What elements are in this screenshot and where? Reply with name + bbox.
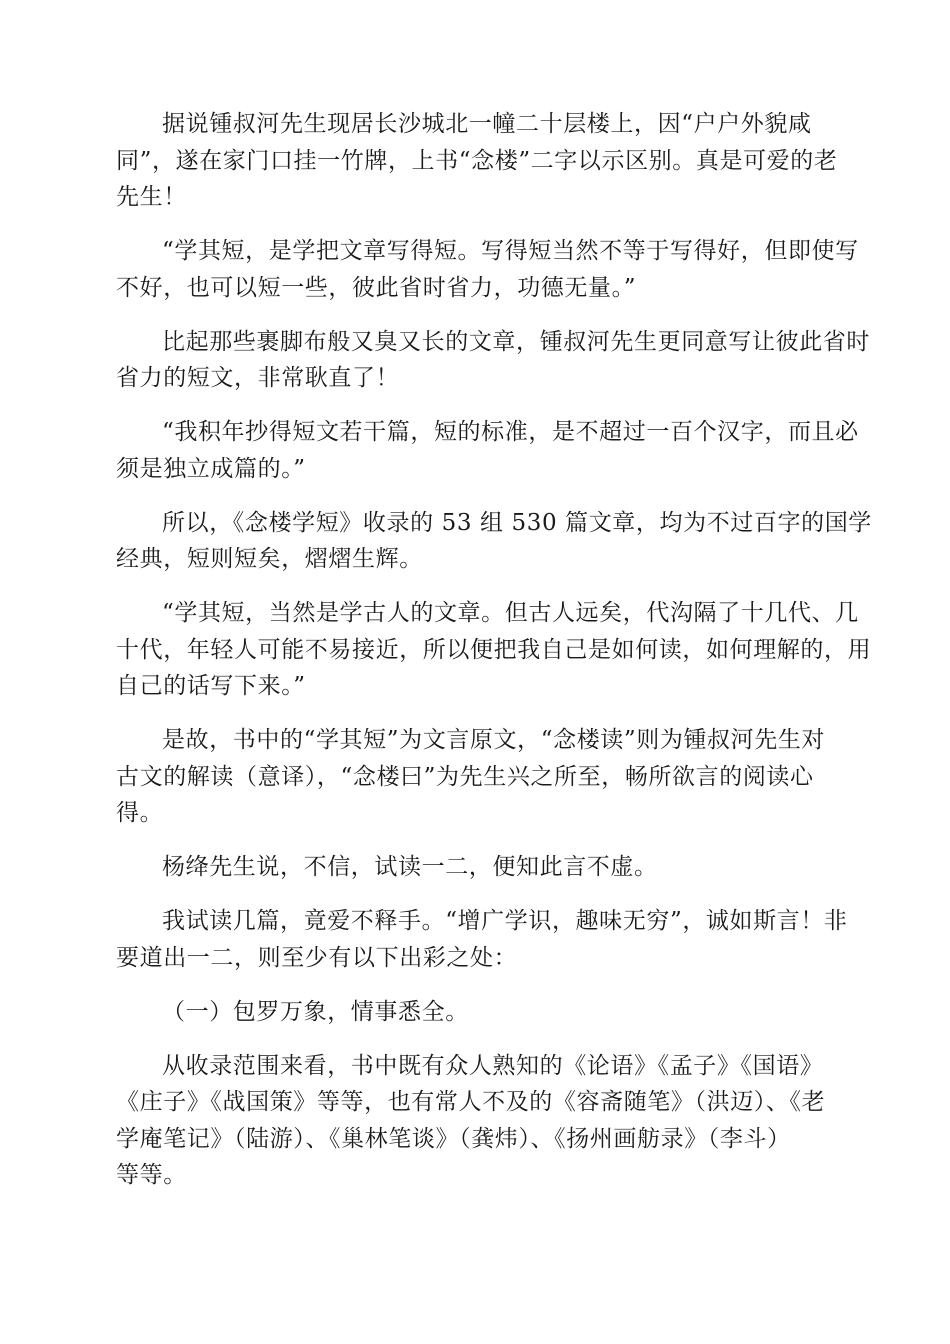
text-line: 从收录范围来看，书中既有众人熟知的《论语》《孟子》《国语》 [162,1052,824,1079]
paragraph [116,595,872,705]
text-line: 学庵笔记》（陆游）、《巢林笔谈》（龚炜）、《扬州画舫录》（李斗） [116,1125,791,1152]
text-line: 古文的解读（意译），“念楼曰”为先生兴之所至，畅所欲言的阅读心 [116,763,814,790]
text-line: 十代，年轻人可能不易接近，所以便把我自己是如何读，如何理解的，用 [116,636,872,663]
text-line: 等等。 [116,1162,187,1188]
paragraph [116,414,859,487]
text-line: 经典，短则短矣，熠熠生辉。 [116,546,423,572]
text-line: 我试读几篇，竟爱不释手。“增广学识，趣味无穷”，诚如斯言！非 [162,908,848,934]
text-line: 比起那些裹脚布般又臭又长的文章，锺叔河先生更同意写让彼此省时 [162,328,870,355]
paragraph [116,849,836,886]
text-line: 省力的短文，非常耿直了！ [116,365,400,391]
text-line: 据说锺叔河先生现居长沙城北一幢二十层楼上，因“户户外貌咸 [162,111,812,137]
paragraph [116,505,872,578]
text-line: 自己的话写下来。” [116,673,306,699]
text-line: 是故，书中的“学其短”为文言原文，“念楼读”则为锺叔河先生对 [162,727,826,753]
text-line: 杨绛先生说，不信，试读一二，便知此言不虚。 [162,854,658,880]
text-line: “学其短，是学把文章写得短。写得短当然不等于写得好，但即使写 [162,238,859,264]
paragraph [116,106,836,216]
text-line: 先生！ [116,184,187,210]
text-line: 须是独立成篇的。” [116,455,306,482]
text-line: （一）包罗万象，情事悉全。 [162,998,469,1025]
paragraph [116,1048,836,1194]
text-line: 所以，《念楼学短》收录的 53 组 530 篇文章，均为不过百字的国学 [162,509,872,536]
text-line: 得。 [116,800,164,826]
text-line: “我积年抄得短文若干篇，短的标准，是不超过一百个汉字，而且必 [162,419,859,445]
document-body [116,106,872,1211]
text-line: 不好，也可以短一些，彼此省时省力，功德无量。” [116,274,637,301]
paragraph [116,324,870,397]
text-line: 要道出一二，则至少有以下出彩之处： [116,944,518,971]
text-line: “学其短，当然是学古人的文章。但古人远矣，代沟隔了十几代、几 [162,600,859,626]
paragraph [116,722,836,832]
text-line: 《庄子》《战国策》等等，也有常人不及的《容斋随笔》（洪迈）、《老 [116,1089,826,1115]
paragraph [116,903,848,976]
paragraph [116,233,859,306]
paragraph [116,994,836,1031]
text-line: 同”，遂在家门口挂一竹牌，上书“念楼”二字以示区别。真是可爱的老 [116,147,838,174]
